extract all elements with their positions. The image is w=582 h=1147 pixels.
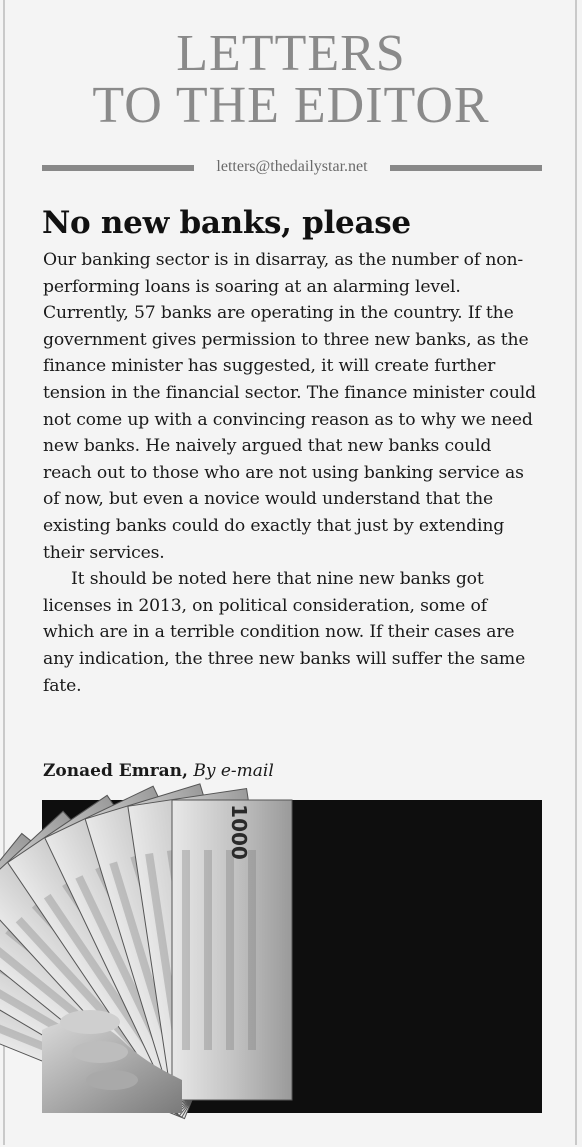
banknote: [172, 800, 292, 1100]
letter-body: [43, 247, 543, 699]
author-via: By e-mail: [193, 761, 274, 781]
contact-email[interactable]: letters@thedailystar.net: [216, 158, 368, 175]
letter-signature: [43, 758, 274, 784]
banknote-denomination: 1000: [227, 804, 251, 860]
letter-paragraph-1: Our banking sector is in disarray, as the number of non-performing loans is soaring at an alarming level. Currently, 57 banks are operating in the country. If the government gives permission to three new banks, as the finance minister has suggested, it will create further tension in the financial sector. The finance minister could not come up with a convincing reason as to why we need new banks. He naively argued that new banks could reach out to those who are not using banking service as of now, but even a novice would understand that the existing banks could do exactly that just by extending their services.: [43, 250, 536, 563]
author-name: Zonaed Emran,: [43, 761, 188, 781]
masthead-line-2: TO THE EDITOR: [92, 77, 490, 134]
banknotes-illustration: [42, 800, 542, 1113]
masthead-line-1: LETTERS: [176, 25, 406, 82]
section-masthead: [0, 25, 582, 134]
letter-headline: No new banks, please: [42, 205, 411, 241]
rule-right: [390, 165, 542, 171]
email-row: [42, 158, 542, 180]
letter-paragraph-2: It should be noted here that nine new banks got licenses in 2013, on political consideration, some of which are in a terrible condition now. If their cases are any indication, the three new banks will suffer the same fate.: [43, 569, 526, 696]
banknotes-photo: [42, 800, 542, 1113]
